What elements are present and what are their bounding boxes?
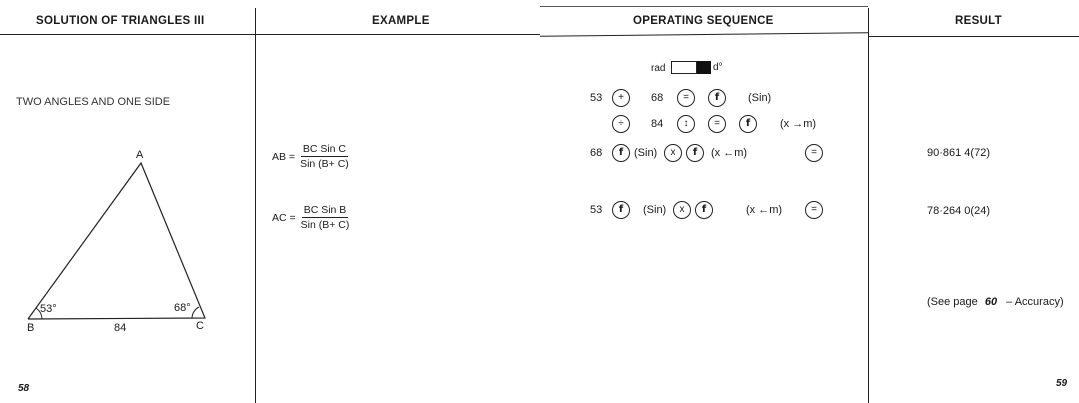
- seq-row1-note: (Sin): [748, 92, 772, 104]
- column-divider-2: [868, 8, 869, 403]
- side-bc-label: 84: [114, 322, 127, 334]
- header-rule-middle: [540, 32, 868, 36]
- vertex-b-label: B: [27, 322, 35, 334]
- mode-switch-on: [697, 61, 711, 74]
- formula-ab: [272, 143, 351, 170]
- seq-row3-number-1: 68: [590, 147, 603, 159]
- header-rule-right: [868, 36, 1079, 37]
- seq-row1-number-2: 68: [651, 92, 664, 104]
- seq-row2-note: (x →m): [780, 118, 817, 130]
- result-ab: 90·861 4(72): [927, 147, 990, 159]
- formula-ab-lhs: AB =: [272, 150, 296, 163]
- angle-c-arc: [192, 307, 199, 318]
- seq-row1-number-1: 53: [590, 92, 603, 104]
- mode-degree-label: d°: [713, 62, 723, 73]
- function-key: f: [612, 201, 630, 219]
- vertex-a-label: A: [136, 149, 144, 161]
- seq-row3-note-1: (Sin): [634, 147, 658, 159]
- multiply-key: x: [664, 144, 682, 162]
- angle-b-label: 53°: [40, 303, 57, 315]
- triangle-diagram: [0, 140, 250, 350]
- seq-row2-number-1: 84: [651, 118, 664, 130]
- sequence-column-header: OPERATING SEQUENCE: [633, 15, 774, 27]
- accuracy-prefix: (See page: [927, 296, 978, 308]
- plus-key: +: [612, 89, 630, 107]
- function-key: f: [695, 201, 713, 219]
- seq-row4-note-2: (x ←m): [746, 204, 783, 216]
- seq-row4-number-1: 53: [590, 204, 603, 216]
- accuracy-reference: [927, 296, 1064, 308]
- divide-key: ÷: [612, 115, 630, 133]
- angle-c-label: 68°: [174, 302, 191, 314]
- top-rule: [540, 6, 868, 7]
- section-title: SOLUTION OF TRIANGLES III: [36, 15, 205, 27]
- multiply-key: x: [673, 201, 691, 219]
- result-ac: 78·264 0(24): [927, 205, 990, 217]
- equals-key: =: [805, 201, 823, 219]
- formula-ac-numerator: BC Sin B: [303, 204, 347, 216]
- equals-key: =: [708, 115, 726, 133]
- exchange-key: ↕: [677, 115, 695, 133]
- example-column-header: EXAMPLE: [372, 15, 430, 27]
- formula-ac-denominator: Sin (B+ C): [300, 219, 350, 231]
- mode-switch-off: [671, 61, 697, 74]
- triangle-outline: [28, 163, 205, 319]
- accuracy-suffix: – Accuracy): [1006, 296, 1064, 308]
- function-key: f: [739, 115, 757, 133]
- equals-key: =: [677, 89, 695, 107]
- seq-row4-note-1: (Sin): [643, 204, 667, 216]
- header-rule-left: [0, 34, 540, 35]
- subtitle: TWO ANGLES AND ONE SIDE: [16, 96, 171, 108]
- result-column-header: RESULT: [955, 15, 1002, 27]
- vertex-c-label: C: [196, 320, 204, 332]
- function-key: f: [686, 144, 704, 162]
- mode-rad-label: rad: [651, 63, 666, 74]
- function-key: f: [708, 89, 726, 107]
- formula-ab-numerator: BC Sin C: [302, 143, 347, 155]
- column-divider-1: [255, 8, 256, 403]
- function-key: f: [612, 144, 630, 162]
- page-number-right: 59: [1056, 378, 1068, 389]
- formula-ac: [272, 204, 351, 231]
- page-number-left: 58: [18, 383, 30, 394]
- formula-ac-lhs: AC =: [272, 211, 296, 224]
- accuracy-page-link[interactable]: 60: [984, 296, 998, 308]
- formula-ab-denominator: Sin (B+ C): [300, 158, 349, 170]
- equals-key: =: [805, 144, 823, 162]
- seq-row3-note-2: (x ←m): [711, 147, 748, 159]
